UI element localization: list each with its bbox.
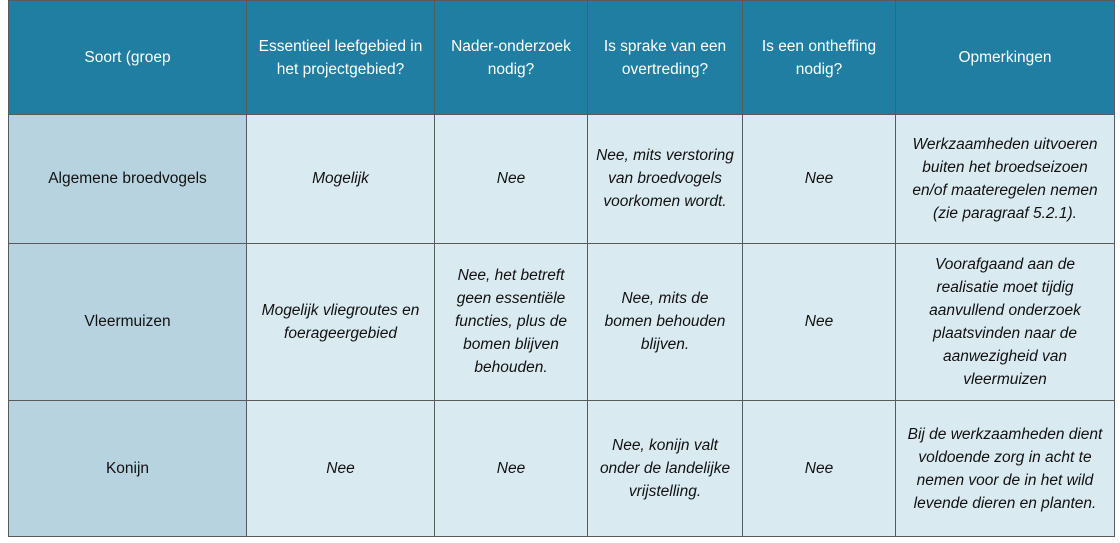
cell-essential-habitat: Mogelijk vliegroutes en foerageergebied [247,243,435,400]
header-exemption: Is een ontheffing nodig? [743,1,896,115]
cell-remarks: Werkzaamheden uitvoeren buiten het broedseizoen en/of maateregelen nemen (zie paragraaf 5.2.1). [896,115,1115,244]
cell-further-research: Nee [435,401,588,537]
cell-violation: Nee, mits de bomen behouden blijven. [588,243,743,400]
cell-exemption: Nee [743,115,896,244]
cell-exemption: Nee [743,401,896,537]
table-row [9,243,1115,400]
table-row [9,115,1115,244]
species-table-container [8,0,1114,537]
species-assessment-table [8,0,1115,537]
header-species: Soort (groep [9,1,247,115]
cell-violation: Nee, mits verstoring van broedvogels voorkomen wordt. [588,115,743,244]
cell-further-research: Nee [435,115,588,244]
header-further-research: Nader-onderzoek nodig? [435,1,588,115]
cell-remarks: Bij de werkzaamheden dient voldoende zorg in acht te nemen voor de in het wild levende dieren en planten. [896,401,1115,537]
cell-species: Konijn [9,401,247,537]
cell-essential-habitat: Nee [247,401,435,537]
cell-violation: Nee, konijn valt onder de landelijke vrijstelling. [588,401,743,537]
cell-further-research: Nee, het betreft geen essentiële functies, plus de bomen blijven behouden. [435,243,588,400]
cell-remarks: Voorafgaand aan de realisatie moet tijdig aanvullend onderzoek plaatsvinden naar de aanwezigheid van vleermuizen [896,243,1115,400]
header-remarks: Opmerkingen [896,1,1115,115]
header-essential-habitat: Essentieel leefgebied in het projectgebied? [247,1,435,115]
cell-essential-habitat: Mogelijk [247,115,435,244]
cell-species: Algemene broedvogels [9,115,247,244]
header-violation: Is sprake van een overtreding? [588,1,743,115]
cell-species: Vleermuizen [9,243,247,400]
cell-exemption: Nee [743,243,896,400]
header-row [9,1,1115,115]
table-row [9,401,1115,537]
